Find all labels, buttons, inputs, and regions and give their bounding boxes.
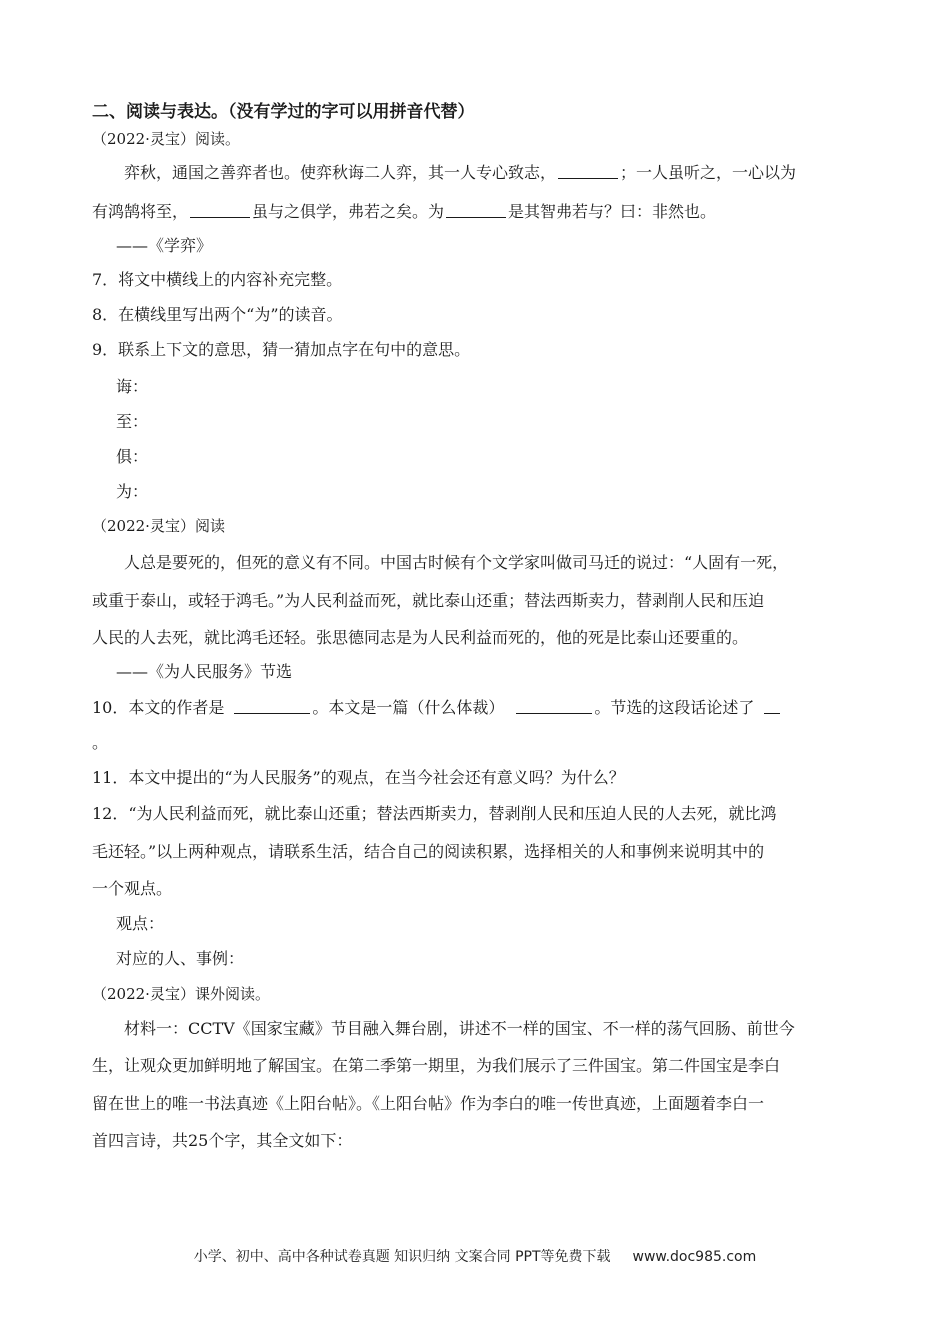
word-hui-label: 诲： [116,377,149,396]
passage1-line-1-text-a: 弈秋，通国之善弈者也。使弈秋诲二人弈，其一人专心致志， [124,163,557,182]
question-10-text-c: 。节选的这段话论述了 [594,698,755,717]
passage2-attribution: ——《为人民服务》节选 [116,662,293,681]
passage3-line-1: 材料一：CCTV《国家宝藏》节目融入舞台剧，讲述不一样的国宝、不一样的荡气回肠、前世今 [124,1019,795,1038]
question-10-text-b: 。本文是一篇（什么体裁） [312,698,505,717]
answer-blank-topic[interactable] [764,697,780,714]
passage2-line-3: 人民的人去死，就比鸿毛还轻。张思德同志是为人民利益而死的，他的死是比泰山还要重的。 [92,628,749,647]
page-footer [0,1246,950,1266]
example-label: 对应的人、事例： [116,949,245,968]
question-10-end: 。 [92,733,109,752]
passage3-line-2: 生，让观众更加鲜明地了解国宝。在第二季第一期里，为我们展示了三件国宝。第二件国宝是李白 [92,1056,781,1075]
passage3-line-4: 首四言诗，共25个字，其全文如下： [92,1131,353,1150]
word-wei-label: 为： [116,482,149,501]
passage3-source: （2022·灵宝）课外阅读。 [92,985,270,1003]
answer-blank-2[interactable] [190,201,250,218]
word-ju-label: 俱： [116,447,149,466]
passage1-attribution: ——《学弈》 [116,236,213,255]
question-10-text-a: 10．本文的作者是 [92,698,225,717]
passage1-source: （2022·灵宝）阅读。 [92,130,240,148]
question-7: 7．将文中横线上的内容补充完整。 [92,270,343,289]
question-11: 11．本文中提出的“为人民服务”的观点，在当今社会还有意义吗？为什么？ [92,768,625,787]
passage2-source: （2022·灵宝）阅读 [92,517,225,535]
question-10 [92,697,782,718]
answer-blank-genre[interactable] [516,697,592,714]
answer-blank-3[interactable] [446,201,506,218]
footer-url-link[interactable]: www.doc985.com [632,1249,757,1265]
word-zhi-label: 至： [116,412,149,431]
viewpoint-label: 观点： [116,914,165,933]
question-9: 9．联系上下文的意思，猜一猜加点字在句中的意思。 [92,340,471,359]
passage3-line-3: 留在世上的唯一书法真迹《上阳台帖》。《上阳台帖》作为李白的唯一传世真迹，上面题着李白一 [92,1094,765,1113]
answer-blank-1[interactable] [558,162,618,179]
passage1-line-2-text-b: 虽与之俱学，弗若之矣。为 [252,202,445,221]
passage1-line-2-text-c: 是其智弗若与？曰：非然也。 [508,202,717,221]
question-12-line-3: 一个观点。 [92,879,173,898]
passage1-line-2-text-a: 有鸿鹄将至， [92,202,189,221]
passage1-line-1 [124,162,796,183]
question-12-line-1: 12．“为人民利益而死，就比泰山还重；替法西斯卖力，替剥削人民和压迫人民的人去死，就比鸿 [92,804,777,823]
question-12-line-2: 毛还轻。”以上两种观点，请联系生活，结合自己的阅读积累，选择相关的人和事例来说明其中的 [92,842,765,861]
passage1-line-1-text-b: ；一人虽听之，一心以为 [620,163,797,182]
passage1-line-2 [92,201,716,222]
answer-blank-author[interactable] [234,697,310,714]
passage2-line-2: 或重于泰山，或轻于鸿毛。”为人民利益而死，就比泰山还重；替法西斯卖力，替剥削人民和压迫 [92,591,765,610]
question-8: 8．在横线里写出两个“为”的读音。 [92,305,343,324]
passage2-line-1: 人总是要死的，但死的意义有不同。中国古时候有个文学家叫做司马迁的说过：“人固有一死， [124,553,789,572]
footer-text: 小学、初中、高中各种试卷真题 知识归纳 文案合同 PPT等免费下载 [193,1249,611,1265]
section-title: 二、阅读与表达。（没有学过的字可以用拼音代替） [92,102,475,122]
